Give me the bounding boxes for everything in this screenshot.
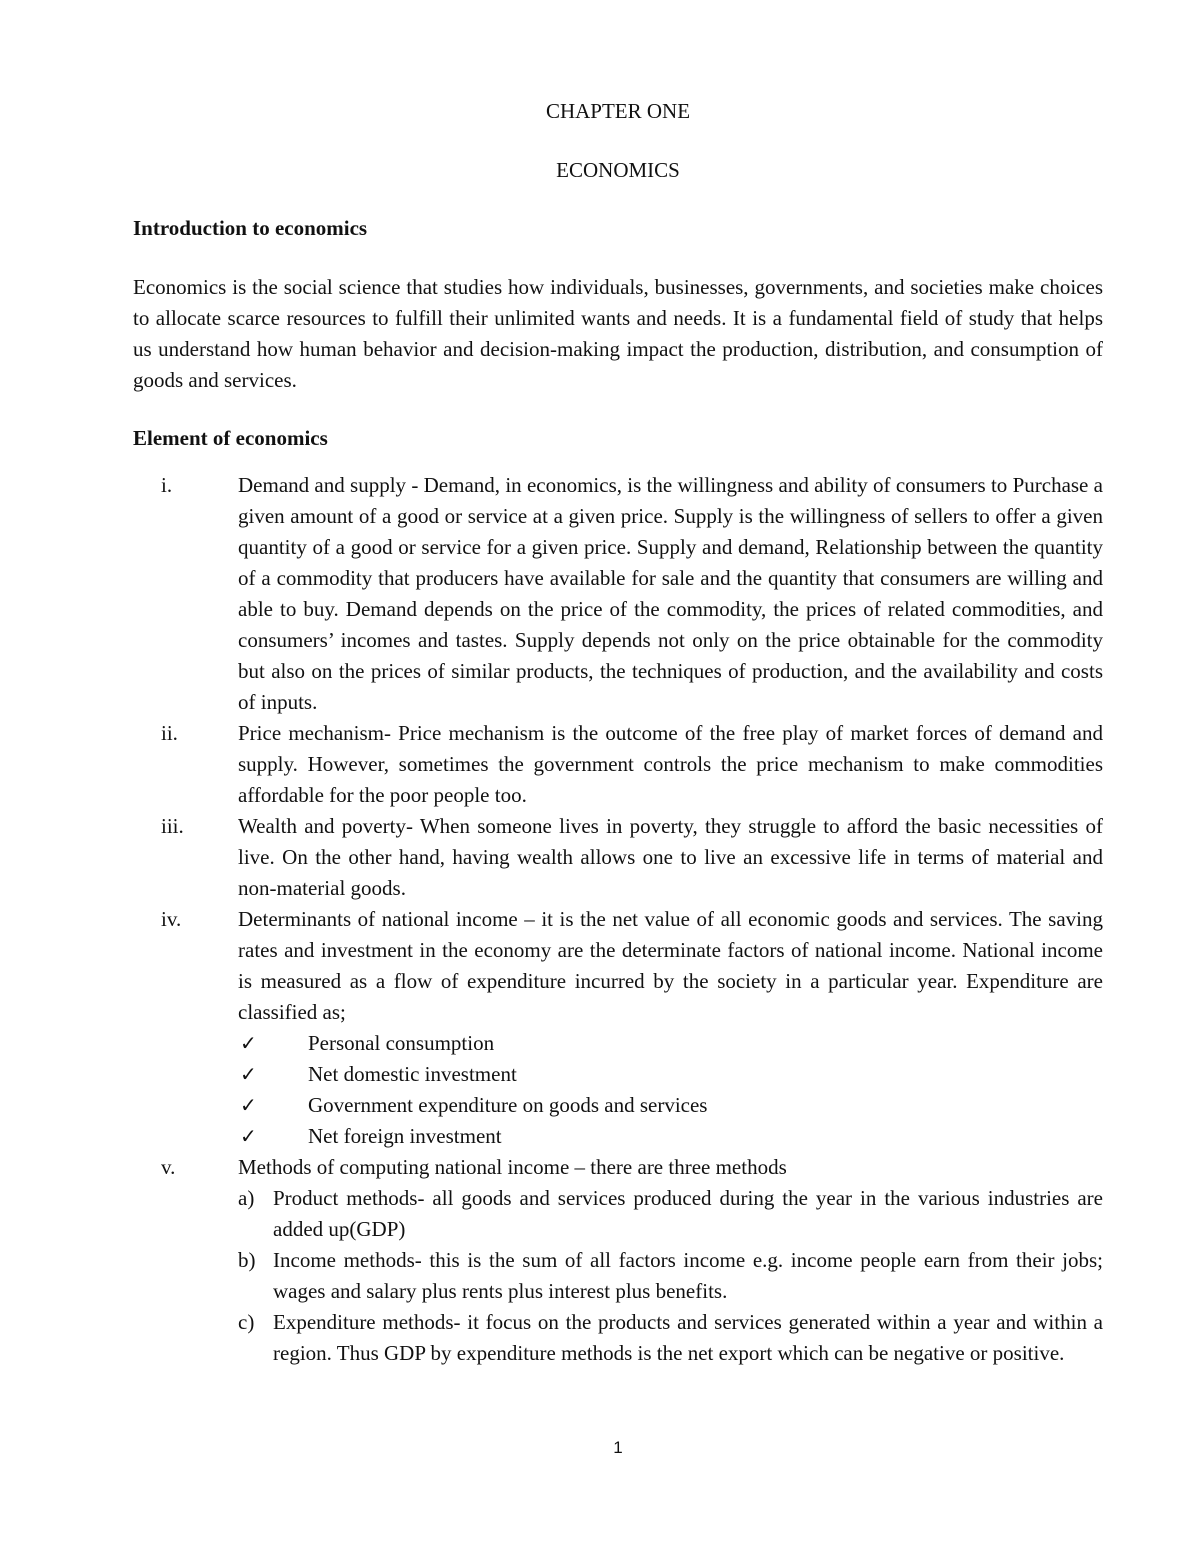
check-item-text: Net foreign investment: [308, 1124, 502, 1148]
expenditure-checklist: [238, 1028, 1103, 1152]
list-item: [133, 470, 1103, 718]
method-item: [238, 1245, 1103, 1307]
list-item: [133, 904, 1103, 1152]
list-item-number: i.: [161, 473, 173, 497]
list-item-text: Methods of computing national income – there are three methods: [238, 1155, 787, 1179]
subject-title: ECONOMICS: [556, 158, 680, 182]
method-text: Income methods- this is the sum of all factors income e.g. income people earn from their jobs; wages and salary plus rents plus interest plus benefits.: [273, 1248, 1103, 1303]
list-item-text: Determinants of national income – it is the net value of all economic goods and services. The saving rates and investment in the economy are the determinate factors of national income. National income is measured as a flow of expenditure incurred by the society in a particular year. Expenditure are classified as;: [238, 907, 1103, 1024]
check-item: [238, 1059, 1103, 1090]
intro-heading: Introduction to economics: [133, 216, 368, 240]
check-item: [238, 1090, 1103, 1121]
list-item-number: iv.: [161, 907, 182, 931]
check-item: [238, 1121, 1103, 1152]
elements-list: [133, 470, 1103, 1369]
method-letter: a): [238, 1186, 255, 1210]
checkmark-icon: ✓: [240, 1062, 257, 1086]
elements-heading: Element of economics: [133, 426, 328, 450]
chapter-title: CHAPTER ONE: [545, 99, 691, 123]
list-item-number: iii.: [161, 814, 184, 838]
list-item-text: Wealth and poverty- When someone lives in poverty, they struggle to afford the basic necessities of live. On the other hand, having wealth allows one to live an excessive life in terms of material and non-material goods.: [238, 814, 1103, 900]
check-item-text: Personal consumption: [308, 1031, 495, 1055]
check-item: [238, 1028, 1103, 1059]
list-item-text: Demand and supply - Demand, in economics, is the willingness and ability of consumers to Purchase a given amount of a good or service at a given price. Supply is the willingness of sellers to offer a given quantity of a good or service for a given price. Supply and demand, Relationship between the quantity of a commodity that producers have available for sale and the quantity that consumers are willing and able to buy. Demand depends on the price of the commodity, the prices of related commodities, and consumers’ incomes and tastes. Supply depends not only on the price obtainable for the commodity but also on the prices of similar products, the techniques of production, and the availability and costs of inputs.: [238, 473, 1103, 714]
check-item-text: Government expenditure on goods and services: [308, 1093, 708, 1117]
method-text: Expenditure methods- it focus on the products and services generated within a year and within a region. Thus GDP by expenditure methods is the net export which can be negative or positive.: [273, 1310, 1103, 1365]
list-item-text: Price mechanism- Price mechanism is the outcome of the free play of market forces of demand and supply. However, sometimes the government controls the price mechanism to make commodities affordable for the poor people too.: [238, 721, 1103, 807]
checkmark-icon: ✓: [240, 1093, 257, 1117]
intro-paragraph: Economics is the social science that studies how individuals, businesses, governments, and societies make choices to allocate scarce resources to fulfill their unlimited wants and needs. It is a fundamental field of study that helps us understand how human behavior and decision-making impact the production, distribution, and consumption of goods and services.: [133, 275, 1103, 392]
list-item-number: ii.: [161, 721, 178, 745]
method-item: [238, 1307, 1103, 1369]
list-item: [133, 811, 1103, 904]
method-text: Product methods- all goods and services produced during the year in the various industries are added up(GDP): [273, 1186, 1103, 1241]
method-letter: c): [238, 1310, 255, 1334]
checkmark-icon: ✓: [240, 1031, 257, 1055]
document-page: [133, 0, 1103, 1553]
list-item: [133, 718, 1103, 811]
method-letter: b): [238, 1248, 256, 1272]
checkmark-icon: ✓: [240, 1124, 257, 1148]
list-item-number: v.: [161, 1155, 176, 1179]
page-number: 1: [613, 1438, 623, 1457]
methods-list: [238, 1183, 1103, 1369]
check-item-text: Net domestic investment: [308, 1062, 517, 1086]
method-item: [238, 1183, 1103, 1245]
list-item: [133, 1152, 1103, 1369]
